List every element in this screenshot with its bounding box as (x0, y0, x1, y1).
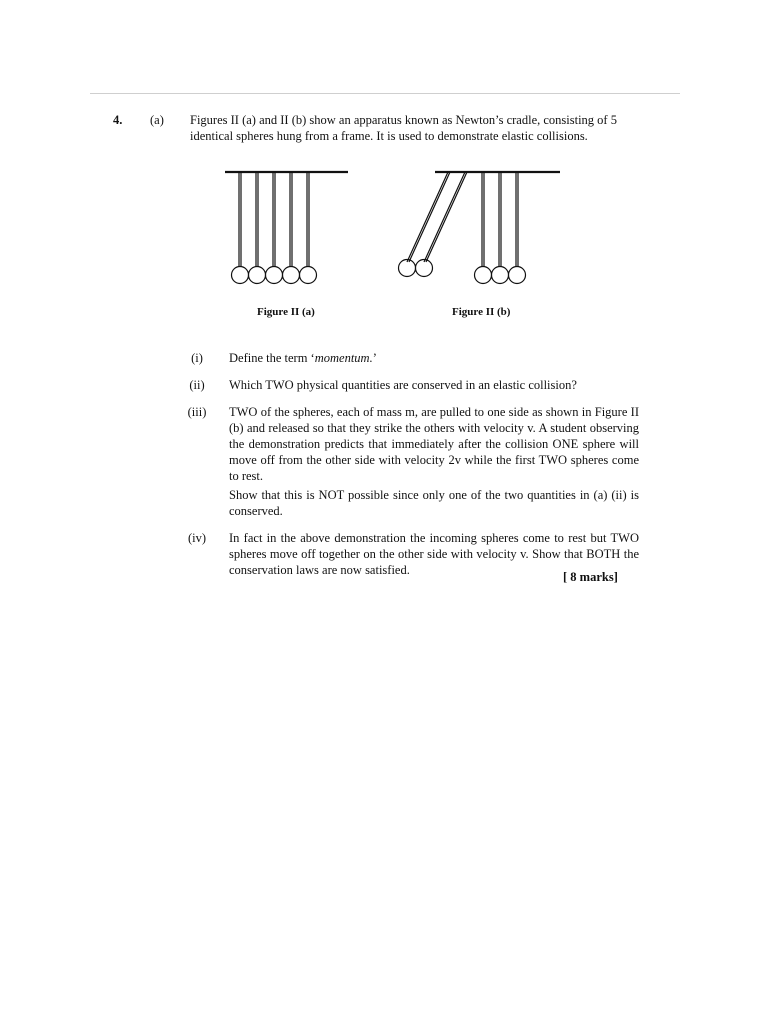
item-text: TWO of the spheres, each of mass m, are pulled to one side as shown in Figure II (b) and released so that they strike the others with velocity v. A student observing the demonstration predicts that immediately after the collision ONE sphere will move off from the other side with velocity 2v while the first TWO spheres come to rest. (229, 405, 639, 483)
figure-b-diagram (399, 172, 561, 284)
item-text-italic: momentum. (314, 351, 373, 365)
item-number: (i) (191, 351, 203, 365)
sphere (249, 267, 266, 284)
item-number: (ii) (189, 378, 205, 392)
figure-a-caption: Figure II (a) (257, 306, 315, 318)
item-number: (iii) (187, 405, 207, 419)
item-text (229, 350, 639, 366)
sphere (266, 267, 283, 284)
question-intro: Figures II (a) and II (b) show an apparatus known as Newton’s cradle, consisting of 5 identical spheres hung from a frame. It is used to demonstrate elastic collisions. (190, 113, 617, 143)
sphere (283, 267, 300, 284)
sphere (509, 267, 526, 284)
sphere (475, 267, 492, 284)
sphere (300, 267, 317, 284)
item-text-before: Define the term ‘ (229, 351, 315, 365)
sphere (492, 267, 509, 284)
item-number: (iv) (187, 531, 207, 545)
figure-a-diagram (225, 172, 348, 284)
header-divider (90, 93, 680, 94)
question-number: 4. (113, 113, 123, 127)
sphere (399, 260, 416, 277)
item-text-continuation: Show that this is NOT possible since only one of the two quantities in (a) (ii) is conserved. (229, 488, 639, 518)
sphere (232, 267, 249, 284)
item-text-after: ’ (372, 351, 377, 365)
sphere (416, 260, 433, 277)
string (407, 172, 448, 262)
string (426, 172, 467, 262)
marks-label: [ 8 marks] (563, 570, 618, 584)
question-part-label: (a) (150, 113, 164, 127)
item-text: In fact in the above demonstration the incoming spheres come to rest but TWO spheres move off together on the other side with velocity v. Show that BOTH the conservation laws are now satisfied. (229, 531, 639, 577)
newtons-cradle-figures (210, 160, 570, 290)
figure-b-caption: Figure II (b) (452, 306, 511, 318)
item-text: Which TWO physical quantities are conserved in an elastic collision? (229, 378, 577, 392)
